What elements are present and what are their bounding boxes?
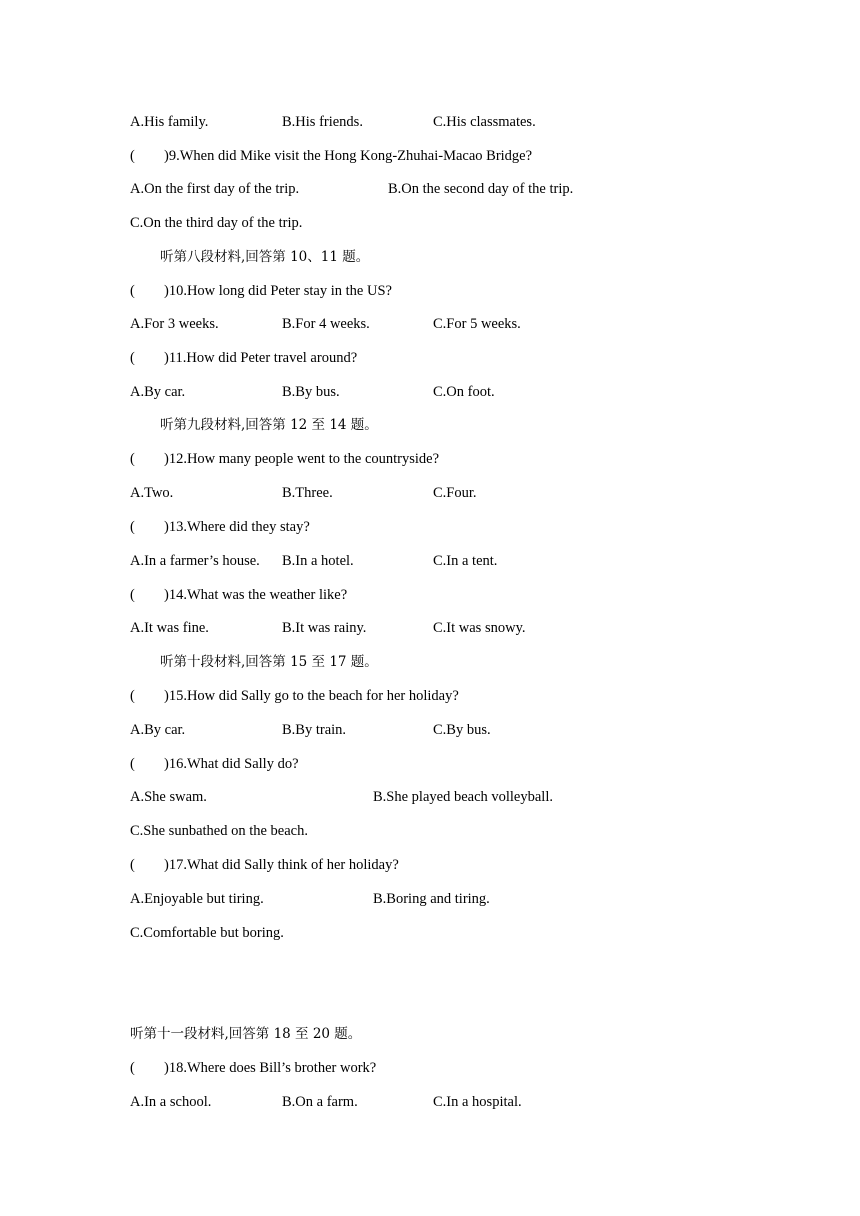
question-text: )11.How did Peter travel around? bbox=[164, 350, 358, 366]
question-text: )16.What did Sally do? bbox=[164, 756, 299, 772]
answer-options-row bbox=[130, 550, 750, 572]
answer-option: A.Enjoyable but tiring. bbox=[130, 891, 264, 907]
question-text: )15.How did Sally go to the beach for her holiday? bbox=[164, 688, 459, 704]
answer-blank: ( bbox=[130, 688, 135, 704]
question-line bbox=[130, 448, 439, 470]
answer-blank: ( bbox=[130, 148, 135, 164]
answer-blank: ( bbox=[130, 451, 135, 467]
answer-options-row bbox=[130, 111, 750, 133]
answer-options-row bbox=[130, 888, 750, 910]
answer-blank: ( bbox=[130, 857, 135, 873]
answer-option-line bbox=[130, 922, 284, 944]
answer-options-row bbox=[130, 1091, 750, 1113]
answer-option: C.It was snowy. bbox=[433, 620, 526, 636]
question-text: )13.Where did they stay? bbox=[164, 519, 310, 535]
answer-option: A.It was fine. bbox=[130, 620, 209, 636]
section-heading-text: 听第十一段材料,回答第 18 至 20 题。 bbox=[130, 1026, 362, 1042]
answer-option: B.Three. bbox=[282, 485, 333, 501]
answer-option: B.Boring and tiring. bbox=[373, 891, 490, 907]
answer-options-row bbox=[130, 617, 750, 639]
answer-options-row bbox=[130, 482, 750, 504]
question-line bbox=[130, 753, 299, 775]
answer-option: C.Four. bbox=[433, 485, 477, 501]
answer-blank: ( bbox=[130, 1060, 135, 1076]
section-heading bbox=[160, 246, 369, 268]
question-line bbox=[130, 584, 347, 606]
answer-blank: ( bbox=[130, 283, 135, 299]
answer-blank: ( bbox=[130, 587, 135, 603]
answer-option: C.In a tent. bbox=[433, 553, 498, 569]
section-heading bbox=[160, 414, 378, 436]
question-line bbox=[130, 280, 392, 302]
answer-option: C.In a hospital. bbox=[433, 1094, 522, 1110]
answer-option: B.It was rainy. bbox=[282, 620, 367, 636]
answer-option: C.By bus. bbox=[433, 722, 491, 738]
answer-option: C.On the third day of the trip. bbox=[130, 215, 303, 231]
answer-option: C.Comfortable but boring. bbox=[130, 925, 284, 941]
answer-blank: ( bbox=[130, 519, 135, 535]
question-text: )14.What was the weather like? bbox=[164, 587, 348, 603]
question-line bbox=[130, 347, 357, 369]
answer-option: A.Two. bbox=[130, 485, 174, 501]
answer-option: C.On foot. bbox=[433, 384, 495, 400]
answer-option: B.His friends. bbox=[282, 114, 363, 130]
question-text: )12.How many people went to the countryside? bbox=[164, 451, 440, 467]
section-heading bbox=[160, 651, 378, 673]
answer-option: B.For 4 weeks. bbox=[282, 316, 370, 332]
question-line bbox=[130, 145, 532, 167]
answer-options-row bbox=[130, 313, 750, 335]
answer-option: C.His classmates. bbox=[433, 114, 536, 130]
answer-options-row bbox=[130, 178, 750, 200]
answer-option: A.By car. bbox=[130, 384, 186, 400]
answer-option: B.In a hotel. bbox=[282, 553, 354, 569]
section-heading-text: 听第十段材料,回答第 15 至 17 题。 bbox=[160, 654, 378, 670]
question-line bbox=[130, 1057, 376, 1079]
answer-option: C.For 5 weeks. bbox=[433, 316, 521, 332]
answer-option: B.On a farm. bbox=[282, 1094, 358, 1110]
question-text: )18.Where does Bill’s brother work? bbox=[164, 1060, 377, 1076]
answer-option: A.His family. bbox=[130, 114, 209, 130]
answer-options-row bbox=[130, 786, 750, 808]
answer-option: A.By car. bbox=[130, 722, 186, 738]
section-heading bbox=[130, 1023, 361, 1045]
answer-option: A.In a school. bbox=[130, 1094, 212, 1110]
answer-option-line bbox=[130, 820, 308, 842]
question-text: )9.When did Mike visit the Hong Kong-Zhuhai-Macao Bridge? bbox=[164, 148, 533, 164]
question-line bbox=[130, 854, 399, 876]
answer-blank: ( bbox=[130, 756, 135, 772]
answer-option: B.By bus. bbox=[282, 384, 340, 400]
answer-option: B.By train. bbox=[282, 722, 347, 738]
answer-option: A.In a farmer’s house. bbox=[130, 553, 260, 569]
answer-option: C.She sunbathed on the beach. bbox=[130, 823, 308, 839]
question-line bbox=[130, 685, 459, 707]
answer-option: A.She swam. bbox=[130, 789, 207, 805]
answer-options-row bbox=[130, 719, 750, 741]
answer-option: B.She played beach volleyball. bbox=[373, 789, 553, 805]
question-text: )10.How long did Peter stay in the US? bbox=[164, 283, 392, 299]
answer-options-row bbox=[130, 381, 750, 403]
answer-option: A.For 3 weeks. bbox=[130, 316, 219, 332]
answer-option: A.On the first day of the trip. bbox=[130, 181, 300, 197]
answer-option-line bbox=[130, 212, 302, 234]
answer-blank: ( bbox=[130, 350, 135, 366]
question-text: )17.What did Sally think of her holiday? bbox=[164, 857, 399, 873]
answer-option: B.On the second day of the trip. bbox=[388, 181, 574, 197]
question-line bbox=[130, 516, 310, 538]
section-heading-text: 听第八段材料,回答第 10、11 题。 bbox=[160, 249, 370, 265]
section-heading-text: 听第九段材料,回答第 12 至 14 题。 bbox=[160, 417, 378, 433]
